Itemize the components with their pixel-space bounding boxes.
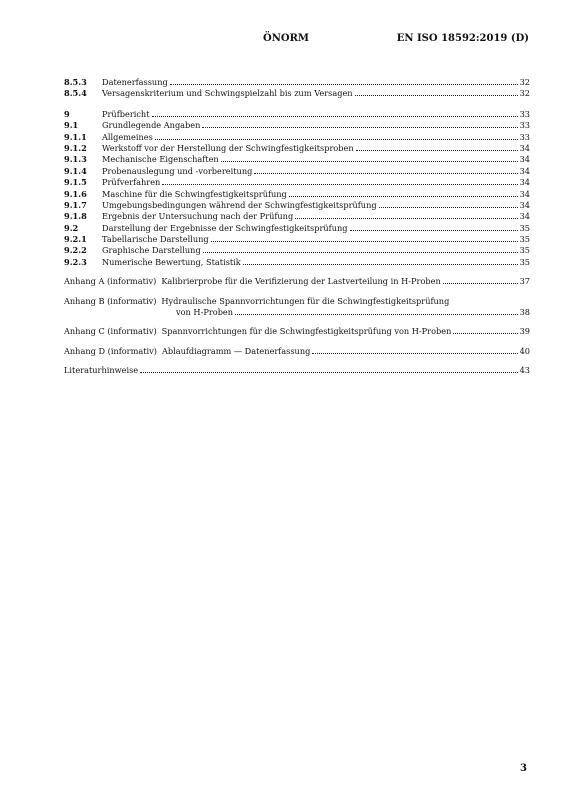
toc-entry-page: 34 [519, 165, 530, 176]
toc-entry-title: Maschine für die Schwingfestigkeitsprüfung [102, 188, 287, 199]
toc-entry-number: 9.1.1 [64, 131, 87, 142]
toc-entry[interactable] [64, 211, 530, 222]
toc-entry-annex-a[interactable] [64, 276, 530, 287]
leader-dots [202, 127, 517, 128]
toc-entry-annex-d[interactable] [64, 346, 530, 357]
leader-dots [170, 84, 518, 85]
toc-entry-title: Werkstoff vor der Herstellung der Schwingfestigkeitsproben [102, 142, 354, 153]
bibliography-title: Literaturhinweise [64, 365, 139, 376]
toc-entry-title: Allgemeines [102, 131, 153, 142]
toc-entry-number: 9.2.2 [64, 245, 87, 256]
toc-entry-page: 35 [519, 234, 530, 245]
toc-entry-page: 33 [519, 108, 530, 119]
toc-entry-number: 9.1.6 [64, 188, 87, 199]
table-of-contents [64, 77, 530, 377]
toc-entry-page: 35 [519, 222, 530, 233]
toc-entry-annex-c[interactable] [64, 326, 530, 337]
toc-entry[interactable] [64, 223, 530, 234]
annex-d-title: Ablaufdiagramm — Datenerfassung [161, 345, 311, 356]
leader-dots [235, 314, 518, 315]
toc-entry-number: 8.5.3 [64, 77, 87, 87]
toc-entry-title: Datenerfassung [102, 77, 168, 87]
annex-b-title-line2: von H-Proben [176, 307, 234, 318]
leader-dots [356, 150, 518, 151]
toc-entry-title: Versagenskriterium und Schwingspielzahl bis zum Versagen [102, 88, 353, 99]
toc-entry-number: 9.1 [64, 120, 79, 131]
toc-entry-page: 35 [519, 256, 530, 267]
toc-entry-page: 34 [519, 177, 530, 188]
toc-entries [64, 77, 530, 268]
toc-entry-page: 34 [519, 154, 530, 165]
annex-d-page: 40 [519, 345, 530, 356]
leader-dots [355, 95, 518, 96]
toc-entry-number: 9.1.3 [64, 154, 87, 165]
toc-entry-number: 9.1.5 [64, 177, 87, 188]
toc-entry-title: Prüfverfahren [102, 177, 161, 188]
toc-entry[interactable] [64, 245, 530, 256]
standard-body-label: ÖNORM [263, 33, 309, 44]
toc-entry-title: Numerische Bewertung, Statistik [102, 256, 241, 267]
toc-entry-number: 9.1.7 [64, 199, 87, 210]
toc-entry[interactable] [64, 88, 530, 99]
toc-entry-bibliography[interactable] [64, 365, 530, 376]
toc-entry-title: Darstellung der Ergebnisse der Schwingfestigkeitsprüfung [102, 222, 348, 233]
leader-dots [312, 353, 517, 354]
toc-entry[interactable] [64, 132, 530, 143]
toc-entry-number: 9.2.1 [64, 234, 87, 245]
bibliography-page: 43 [519, 365, 530, 376]
annex-c-label: Anhang C (informativ) [64, 326, 157, 337]
leader-dots [211, 241, 518, 242]
annex-b-title-line1: Hydraulische Spannvorrichtungen für die Schwingfestigkeitsprüfung [161, 295, 450, 306]
toc-entry-number: 9 [64, 108, 70, 119]
toc-entry-title: Grundlegende Angaben [102, 120, 201, 131]
toc-entry[interactable] [64, 189, 530, 200]
leader-dots [162, 184, 517, 185]
toc-entry[interactable] [64, 234, 530, 245]
toc-entry[interactable] [64, 109, 530, 120]
leader-dots [254, 173, 517, 174]
toc-entry-page: 35 [519, 245, 530, 256]
toc-entry-page: 32 [519, 88, 530, 99]
leader-dots [140, 372, 517, 373]
leader-dots [350, 230, 518, 231]
toc-entry[interactable] [64, 120, 530, 131]
toc-entry-page: 34 [519, 211, 530, 222]
toc-entry-page: 33 [519, 120, 530, 131]
toc-entry[interactable] [64, 143, 530, 154]
toc-entry-page: 32 [519, 77, 530, 87]
toc-entry[interactable] [64, 200, 530, 211]
toc-entry-annex-b[interactable] [64, 296, 530, 319]
toc-entry-title: Ergebnis der Untersuchung nach der Prüfung [102, 211, 294, 222]
toc-entry-number: 9.1.8 [64, 211, 87, 222]
annex-d-label: Anhang D (informativ) [64, 345, 157, 356]
toc-entry-title: Tabellarische Darstellung [102, 234, 209, 245]
annex-a-page: 37 [519, 276, 530, 287]
toc-entry-page: 34 [519, 188, 530, 199]
toc-entry[interactable] [64, 77, 530, 88]
toc-entry-number: 9.1.4 [64, 165, 87, 176]
toc-entry[interactable] [64, 166, 530, 177]
leader-dots [379, 207, 518, 208]
toc-entry-title: Graphische Darstellung [102, 245, 201, 256]
toc-entry[interactable] [64, 257, 530, 268]
toc-entry-number: 8.5.4 [64, 88, 87, 99]
toc-entry-page: 34 [519, 199, 530, 210]
leader-dots [289, 196, 518, 197]
leader-dots [155, 139, 518, 140]
toc-entry-title: Umgebungsbedingungen während der Schwingfestigkeitsprüfung [102, 199, 377, 210]
leader-dots [295, 218, 517, 219]
leader-dots [453, 333, 517, 334]
annex-a-label: Anhang A (informativ) [64, 276, 157, 287]
toc-entry-number: 9.2 [64, 222, 79, 233]
annex-c-page: 39 [519, 326, 530, 337]
leader-dots [443, 283, 518, 284]
annex-b-page: 38 [519, 307, 530, 318]
leader-dots [203, 252, 518, 253]
leader-dots [243, 264, 518, 265]
leader-dots [152, 116, 518, 117]
toc-entry-page: 33 [519, 131, 530, 142]
toc-entry-number: 9.2.3 [64, 256, 87, 267]
toc-entry-page: 34 [519, 142, 530, 153]
annex-a-title: Kalibrierprobe für die Verifizierung der Lastverteilung in H-Proben [161, 276, 441, 287]
document-number: EN ISO 18592:2019 (D) [396, 33, 529, 44]
toc-entry-number: 9.1.2 [64, 142, 87, 153]
toc-entry-title: Mechanische Eigenschaften [102, 154, 219, 165]
page-number: 3 [520, 763, 527, 774]
toc-entry[interactable] [64, 177, 530, 188]
toc-entry-title: Probenauslegung und -vorbereitung [102, 165, 253, 176]
annex-b-label: Anhang B (informativ) [64, 295, 157, 306]
toc-entry[interactable] [64, 154, 530, 165]
annex-c-title: Spannvorrichtungen für die Schwingfestigkeitsprüfung von H-Proben [161, 326, 452, 337]
leader-dots [221, 161, 518, 162]
toc-entry-title: Prüfbericht [102, 108, 150, 119]
